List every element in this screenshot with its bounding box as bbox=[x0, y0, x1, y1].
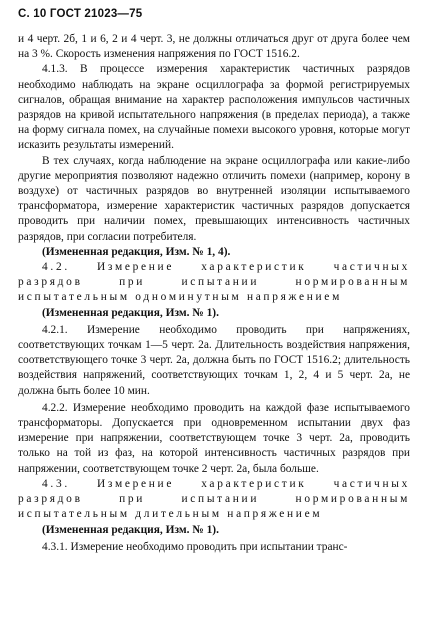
paragraph-4-1-3: 4.1.3. В процессе измерения характеристик частичных разрядов необходимо наблюдать на экране осциллографа за формой регистрируемых сигналов, обращая внимание на характер расположения импульсов частичных разрядов на кривой испытательного напряжения (в пределах периода), а также на форму сигнала помех, на случайные помехи высокого уровня, которые могут исказить результаты измерений. bbox=[18, 63, 410, 152]
paragraph-4-3-1: 4.3.1. Измерение необходимо проводить при испытании транс- bbox=[42, 540, 348, 553]
amendment-note: (Измененная редакция, Изм. № 1, 4). bbox=[42, 245, 231, 258]
paragraph-4-2-2: 4.2.2. Измерение необходимо проводить на каждой фазе испытываемого трансформаторы. Допускается при одновременном испытании двух фаз измерение при напряжении, соответствующем точке 3 черт. 2а, проводить только на той из фаз, на которой интенсивность частичных разрядов при напряжении, соответствующем точке 2 черт. 2а, была больше. bbox=[18, 401, 410, 475]
section-heading-4-2: 4.2. Измерение характеристик частичных разрядов при испытании нормированным испытательным одноминутным напряжением bbox=[18, 261, 410, 304]
paragraph-interference: В тех случаях, когда наблюдение на экране осциллографа или какие-либо другие мероприятия позволяют надежно отличить помехи (например, корону в воздухе) от частичных разрядов во внутренней изоляции испытываемого трансформатора, измерение характеристик частичных разрядов допускается проводить при наличии помех, превышающих интенсивность частичных разрядов, при согласии потребителя. bbox=[18, 154, 410, 243]
section-heading-4-3: 4.3. Измерение характеристик частичных разрядов при испытании нормированным испытательным длительным напряжением bbox=[18, 477, 410, 521]
paragraph-4-2-1: 4.2.1. Измерение необходимо проводить при напряжениях, соответствующих точкам 1—5 черт. 2а. Длительность воздействия напряжения, соответствующего точке 3 черт. 2а, должна быть по ГОСТ 1516.2; длительность воздействия напряжений, соответствующих точкам 1, 2, 4 и 5 черт. 2а, не должна быть более 10 мин. bbox=[18, 323, 410, 397]
amendment-note: (Измененная редакция, Изм. № 1). bbox=[42, 306, 219, 319]
amendment-note: (Измененная редакция, Изм. № 1). bbox=[42, 523, 219, 536]
paragraph-continuation: и 4 черт. 2б, 1 и 6, 2 и 4 черт. 3, не должны отличаться друг от друга более чем на 3 %. Скорость изменения напряжения по ГОСТ 1516.2. bbox=[18, 33, 410, 61]
page-header: С. 10 ГОСТ 21023—75 bbox=[18, 8, 143, 20]
document-body bbox=[18, 32, 410, 555]
